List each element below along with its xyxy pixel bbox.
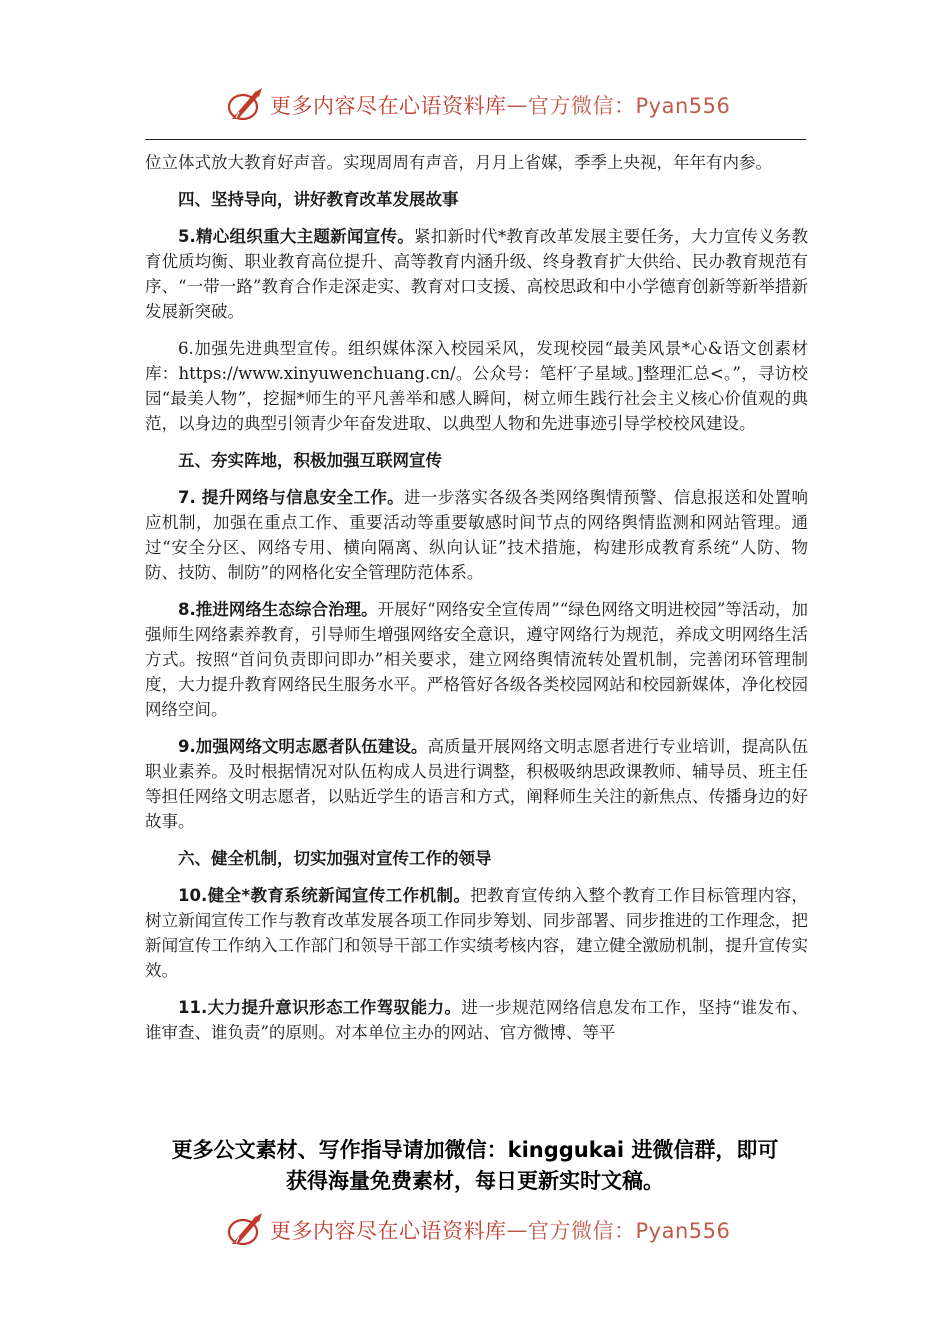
paragraph-continuation: 位立体式放大教育好声音。实现周周有声音，月月上省媒，季季上央视，年年有内参。: [145, 153, 772, 172]
header-divider: [145, 139, 806, 140]
paragraph-8-text: 开展好“网络安全宣传周”“绿色网络文明进校园”等活动，加强师生网络素养教育，引导师生增强网络安全意识，遵守网络行为规范，养成文明网络生活方式。按照“首问负责即问即办”相关要求，建立网络舆情流转处置机制，完善闭环管理制度，大力提升教育网络民生服务水平。严格管好各级各类校园网站和校园新媒体，净化校园网络空间。: [145, 600, 809, 719]
header-banner: [0, 83, 950, 127]
banner-title: 更多内容尽在心语资料库: [270, 94, 507, 118]
banner-dash: —: [506, 93, 528, 117]
paragraph-9-text: 高质量开展网络文明志愿者进行专业培训，提高队伍职业素养。及时根据情况对队伍构成人员进行调整，积极吸纳思政课教师、辅导员、班主任等担任网络文明志愿者，以贴近学生的语言和方式，阐释师生关注的新焦点、传播身边的好故事。: [145, 737, 809, 831]
paragraph-9: [145, 734, 808, 834]
paragraph-5: [145, 224, 808, 324]
promo-line-2: 获得海量免费素材，每日更新实时文稿。: [286, 1169, 664, 1193]
paragraph-10-text: 把教育宣传纳入整个教育工作目标管理内容，树立新闻宣传工作与教育改革发展各项工作同步筹划、同步部署、同步推进的工作理念，把新闻宣传工作纳入工作部门和领导干部工作实绩考核内容，建立健全激励机制，提升宣传实效。: [145, 886, 809, 980]
paragraph-9-title: 9.加强网络文明志愿者队伍建设。: [178, 737, 428, 756]
paragraph-11-title: 11.大力提升意识形态工作驾驭能力。: [178, 998, 462, 1017]
banner-wechat: 官方微信：Pyan556: [528, 1219, 731, 1243]
section-heading-5: 五、夯实阵地，积极加强互联网宣传: [178, 451, 442, 470]
promo-line-1: 更多公文素材、写作指导请加微信：kinggukai 进微信群，即可: [171, 1138, 779, 1162]
paragraph-8-title: 8.推进网络生态综合治理。: [178, 600, 378, 619]
section-heading-6: 六、健全机制，切实加强对宣传工作的领导: [178, 849, 492, 868]
footer-banner: [0, 1208, 950, 1252]
paragraph-11: [145, 995, 808, 1045]
banner-title: 更多内容尽在心语资料库: [270, 1219, 507, 1243]
promo-notice: [0, 1135, 950, 1197]
section-heading-4: 四、坚持导向，讲好教育改革发展故事: [178, 190, 459, 209]
banner-wechat: 官方微信：Pyan556: [528, 94, 731, 118]
quill-pen-logo-icon: [226, 85, 266, 125]
paragraph-5-text: 紧扣新时代*教育改革发展主要任务，大力宣传义务教育优质均衡、职业教育高位提升、高等教育内涵升级、终身教育扩大供给、民办教育规范有序、“一带一路”教育合作走深走实、教育对口支援、高校思政和中小学德育创新等新举措新发展新突破。: [145, 227, 809, 321]
paragraph-11-text: 进一步规范网络信息发布工作，坚持“谁发布、谁审查、谁负责”的原则。对本单位主办的网站、官方微博、等平: [145, 998, 809, 1042]
paragraph-7-title: 7. 提升网络与信息安全工作。: [178, 488, 405, 507]
quill-pen-logo-icon: [226, 1210, 266, 1250]
paragraph-5-title: 5.精心组织重大主题新闻宣传。: [178, 227, 415, 246]
paragraph-7: [145, 485, 808, 585]
paragraph-6: 6.加强先进典型宣传。组织媒体深入校园采风，发现校园“最美风景*心&语文创素材库：https://www.xinyuwenchuang.cn/。公众号：笔杆′子星域。]整理汇总<。”，寻访校园“最美人物”，挖掘*师生的平凡善举和感人瞬间，树立师生践行社会主义核心价值观的典范，以身边的典型引领青少年奋发进取、以典型人物和先进事迹引导学校校风建设。: [145, 339, 808, 433]
paragraph-10: [145, 883, 808, 983]
banner-dash: —: [506, 1218, 528, 1242]
paragraph-7-text: 进一步落实各级各类网络舆情预警、信息报送和处置响应机制，加强在重点工作、重要活动等重要敏感时间节点的网络舆情监测和网站管理。通过“安全分区、网络专用、横向隔离、纵向认证”技术措施，构建形成教育系统“人防、物防、技防、制防”的网格化安全管理防范体系。: [145, 488, 809, 582]
paragraph-10-title: 10.健全*教育系统新闻宣传工作机制。: [178, 886, 471, 905]
document-body: [145, 150, 808, 1057]
paragraph-8: [145, 597, 808, 722]
